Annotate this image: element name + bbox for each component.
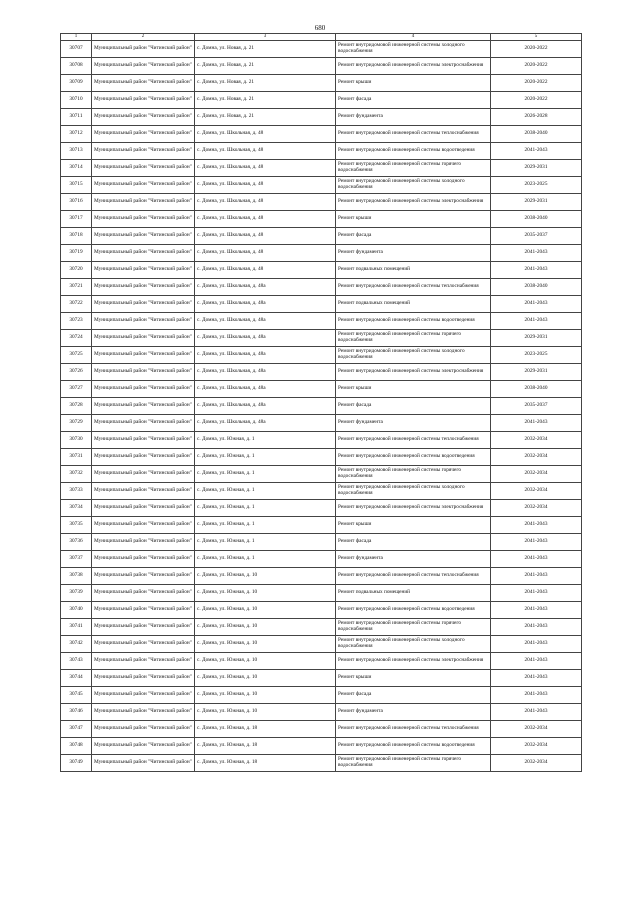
work-type-cell: Ремонт фундамента — [336, 109, 491, 126]
district-cell: Муниципальный район "Читинский район" — [92, 551, 195, 568]
table-row — [61, 364, 582, 381]
row-number: 30709 — [61, 75, 92, 92]
row-number: 30736 — [61, 534, 92, 551]
page-number: 680 — [314, 24, 326, 32]
period-cell: 2032-2034 — [491, 449, 582, 466]
repair-schedule-table — [60, 33, 582, 772]
column-header: 1 — [61, 34, 92, 41]
work-type-cell: Ремонт фасада — [336, 92, 491, 109]
district-cell: Муниципальный район "Читинский район" — [92, 432, 195, 449]
row-number: 30713 — [61, 143, 92, 160]
address-cell: с. Домна, ул. Школьная, д. 48 — [195, 194, 336, 211]
table-row — [61, 585, 582, 602]
district-cell: Муниципальный район "Читинский район" — [92, 245, 195, 262]
period-cell: 2038-2040 — [491, 126, 582, 143]
work-type-cell: Ремонт внутридомовой инженерной системы электроснабжения — [336, 194, 491, 211]
district-cell: Муниципальный район "Читинский район" — [92, 347, 195, 364]
row-number: 30746 — [61, 704, 92, 721]
work-type-cell: Ремонт внутридомовой инженерной системы холодного водоснабжения — [336, 347, 491, 364]
row-number: 30728 — [61, 398, 92, 415]
address-cell: с. Домна, ул. Школьная, д. 48а — [195, 347, 336, 364]
row-number: 30744 — [61, 670, 92, 687]
row-number: 30742 — [61, 636, 92, 653]
work-type-cell: Ремонт подвальных помещений — [336, 262, 491, 279]
table-row — [61, 653, 582, 670]
row-number: 30733 — [61, 483, 92, 500]
period-cell: 2041-2043 — [491, 143, 582, 160]
work-type-cell: Ремонт внутридомовой инженерной системы горячего водоснабжения — [336, 755, 491, 772]
district-cell: Муниципальный район "Читинский район" — [92, 262, 195, 279]
work-type-cell: Ремонт внутридомовой инженерной системы электроснабжения — [336, 653, 491, 670]
period-cell: 2032-2034 — [491, 721, 582, 738]
work-type-cell: Ремонт крыши — [336, 75, 491, 92]
work-type-cell: Ремонт подвальных помещений — [336, 585, 491, 602]
address-cell: с. Домна, ул. Южная, д. 10 — [195, 670, 336, 687]
table-row — [61, 177, 582, 194]
work-type-cell: Ремонт фундамента — [336, 704, 491, 721]
period-cell: 2041-2043 — [491, 296, 582, 313]
work-type-cell: Ремонт внутридомовой инженерной системы теплоснабжения — [336, 568, 491, 585]
district-cell: Муниципальный район "Читинский район" — [92, 364, 195, 381]
district-cell: Муниципальный район "Читинский район" — [92, 279, 195, 296]
address-cell: с. Домна, ул. Школьная, д. 48а — [195, 364, 336, 381]
table-row — [61, 415, 582, 432]
row-number: 30715 — [61, 177, 92, 194]
row-number: 30737 — [61, 551, 92, 568]
table-row — [61, 279, 582, 296]
work-type-cell: Ремонт внутридомовой инженерной системы водоотведения — [336, 143, 491, 160]
table-row — [61, 143, 582, 160]
table-row — [61, 636, 582, 653]
row-number: 30717 — [61, 211, 92, 228]
row-number: 30740 — [61, 602, 92, 619]
district-cell: Муниципальный район "Читинский район" — [92, 381, 195, 398]
address-cell: с. Домна, ул. Школьная, д. 48а — [195, 381, 336, 398]
period-cell: 2041-2043 — [491, 517, 582, 534]
district-cell: Муниципальный район "Читинский район" — [92, 194, 195, 211]
table-row — [61, 755, 582, 772]
period-cell: 2032-2034 — [491, 500, 582, 517]
period-cell: 2041-2043 — [491, 534, 582, 551]
address-cell: с. Домна, ул. Южная, д. 1 — [195, 517, 336, 534]
period-cell: 2020-2022 — [491, 58, 582, 75]
address-cell: с. Домна, ул. Южная, д. 1 — [195, 449, 336, 466]
address-cell: с. Домна, ул. Южная, д. 18 — [195, 721, 336, 738]
address-cell: с. Домна, ул. Южная, д. 10 — [195, 585, 336, 602]
period-cell: 2041-2043 — [491, 670, 582, 687]
period-cell: 2038-2040 — [491, 279, 582, 296]
row-number: 30735 — [61, 517, 92, 534]
address-cell: с. Домна, ул. Школьная, д. 48 — [195, 228, 336, 245]
table-row — [61, 398, 582, 415]
district-cell: Муниципальный район "Читинский район" — [92, 92, 195, 109]
period-cell: 2023-2025 — [491, 347, 582, 364]
district-cell: Муниципальный район "Читинский район" — [92, 58, 195, 75]
district-cell: Муниципальный район "Читинский район" — [92, 41, 195, 58]
work-type-cell: Ремонт внутридомовой инженерной системы горячего водоснабжения — [336, 619, 491, 636]
district-cell: Муниципальный район "Читинский район" — [92, 585, 195, 602]
table-row — [61, 381, 582, 398]
address-cell: с. Домна, ул. Новая, д. 21 — [195, 109, 336, 126]
work-type-cell: Ремонт внутридомовой инженерной системы теплоснабжения — [336, 279, 491, 296]
table-row — [61, 194, 582, 211]
district-cell: Муниципальный район "Читинский район" — [92, 619, 195, 636]
row-number: 30747 — [61, 721, 92, 738]
work-type-cell: Ремонт внутридомовой инженерной системы электроснабжения — [336, 364, 491, 381]
table-row — [61, 75, 582, 92]
work-type-cell: Ремонт внутридомовой инженерной системы электроснабжения — [336, 500, 491, 517]
row-number: 30729 — [61, 415, 92, 432]
district-cell: Муниципальный район "Читинский район" — [92, 228, 195, 245]
table-row — [61, 738, 582, 755]
address-cell: с. Домна, ул. Школьная, д. 48а — [195, 279, 336, 296]
period-cell: 2041-2043 — [491, 262, 582, 279]
district-cell: Муниципальный район "Читинский район" — [92, 313, 195, 330]
district-cell: Муниципальный район "Читинский район" — [92, 330, 195, 347]
row-number: 30719 — [61, 245, 92, 262]
address-cell: с. Домна, ул. Южная, д. 1 — [195, 483, 336, 500]
address-cell: с. Домна, ул. Школьная, д. 48 — [195, 245, 336, 262]
period-cell: 2020-2022 — [491, 75, 582, 92]
row-number: 30745 — [61, 687, 92, 704]
period-cell: 2029-2031 — [491, 330, 582, 347]
period-cell: 2035-2037 — [491, 398, 582, 415]
period-cell: 2032-2034 — [491, 466, 582, 483]
address-cell: с. Домна, ул. Школьная, д. 48 — [195, 211, 336, 228]
district-cell: Муниципальный район "Читинский район" — [92, 568, 195, 585]
table-row — [61, 160, 582, 177]
address-cell: с. Домна, ул. Школьная, д. 48 — [195, 126, 336, 143]
district-cell: Муниципальный район "Читинский район" — [92, 755, 195, 772]
table-row — [61, 483, 582, 500]
row-number: 30710 — [61, 92, 92, 109]
period-cell: 2035-2037 — [491, 228, 582, 245]
district-cell: Муниципальный район "Читинский район" — [92, 738, 195, 755]
table-row — [61, 449, 582, 466]
address-cell: с. Домна, ул. Новая, д. 21 — [195, 75, 336, 92]
row-number: 30749 — [61, 755, 92, 772]
table-row — [61, 109, 582, 126]
work-type-cell: Ремонт внутридомовой инженерной системы электроснабжения — [336, 58, 491, 75]
row-number: 30732 — [61, 466, 92, 483]
row-number: 30712 — [61, 126, 92, 143]
address-cell: с. Домна, ул. Школьная, д. 48 — [195, 177, 336, 194]
address-cell: с. Домна, ул. Южная, д. 18 — [195, 738, 336, 755]
district-cell: Муниципальный район "Читинский район" — [92, 177, 195, 194]
period-cell: 2041-2043 — [491, 704, 582, 721]
work-type-cell: Ремонт внутридомовой инженерной системы холодного водоснабжения — [336, 636, 491, 653]
address-cell: с. Домна, ул. Южная, д. 10 — [195, 653, 336, 670]
row-number: 30727 — [61, 381, 92, 398]
district-cell: Муниципальный район "Читинский район" — [92, 534, 195, 551]
period-cell: 2020-2022 — [491, 41, 582, 58]
work-type-cell: Ремонт фундамента — [336, 245, 491, 262]
district-cell: Муниципальный район "Читинский район" — [92, 687, 195, 704]
work-type-cell: Ремонт крыши — [336, 517, 491, 534]
row-number: 30726 — [61, 364, 92, 381]
work-type-cell: Ремонт внутридомовой инженерной системы горячего водоснабжения — [336, 466, 491, 483]
period-cell: 2041-2043 — [491, 568, 582, 585]
district-cell: Муниципальный район "Читинский район" — [92, 704, 195, 721]
row-number: 30748 — [61, 738, 92, 755]
address-cell: с. Домна, ул. Школьная, д. 48 — [195, 143, 336, 160]
table-row — [61, 602, 582, 619]
district-cell: Муниципальный район "Читинский район" — [92, 500, 195, 517]
address-cell: с. Домна, ул. Южная, д. 1 — [195, 466, 336, 483]
work-type-cell: Ремонт фасада — [336, 534, 491, 551]
work-type-cell: Ремонт внутридомовой инженерной системы водоотведения — [336, 738, 491, 755]
work-type-cell: Ремонт фасада — [336, 687, 491, 704]
address-cell: с. Домна, ул. Школьная, д. 48а — [195, 296, 336, 313]
row-number: 30722 — [61, 296, 92, 313]
table-row — [61, 517, 582, 534]
work-type-cell: Ремонт внутридомовой инженерной системы холодного водоснабжения — [336, 177, 491, 194]
row-number: 30708 — [61, 58, 92, 75]
district-cell: Муниципальный район "Читинский район" — [92, 109, 195, 126]
row-number: 30738 — [61, 568, 92, 585]
address-cell: с. Домна, ул. Южная, д. 1 — [195, 534, 336, 551]
address-cell: с. Домна, ул. Школьная, д. 48а — [195, 398, 336, 415]
period-cell: 2041-2043 — [491, 636, 582, 653]
work-type-cell: Ремонт внутридомовой инженерной системы теплоснабжения — [336, 126, 491, 143]
table-row — [61, 534, 582, 551]
work-type-cell: Ремонт внутридомовой инженерной системы холодного водоснабжения — [336, 483, 491, 500]
address-cell: с. Домна, ул. Южная, д. 1 — [195, 432, 336, 449]
table-row — [61, 466, 582, 483]
row-number: 30730 — [61, 432, 92, 449]
row-number: 30720 — [61, 262, 92, 279]
district-cell: Муниципальный район "Читинский район" — [92, 75, 195, 92]
address-cell: с. Домна, ул. Южная, д. 10 — [195, 568, 336, 585]
period-cell: 2038-2040 — [491, 381, 582, 398]
district-cell: Муниципальный район "Читинский район" — [92, 211, 195, 228]
district-cell: Муниципальный район "Читинский район" — [92, 517, 195, 534]
row-number: 30711 — [61, 109, 92, 126]
work-type-cell: Ремонт крыши — [336, 670, 491, 687]
period-cell: 2020-2022 — [491, 92, 582, 109]
row-number: 30731 — [61, 449, 92, 466]
period-cell: 2041-2043 — [491, 245, 582, 262]
table-row — [61, 126, 582, 143]
column-header: 3 — [195, 34, 336, 41]
work-type-cell: Ремонт внутридомовой инженерной системы горячего водоснабжения — [336, 330, 491, 347]
address-cell: с. Домна, ул. Южная, д. 18 — [195, 755, 336, 772]
period-cell: 2041-2043 — [491, 619, 582, 636]
row-number: 30743 — [61, 653, 92, 670]
table-row — [61, 330, 582, 347]
period-cell: 2041-2043 — [491, 602, 582, 619]
work-type-cell: Ремонт крыши — [336, 211, 491, 228]
row-number: 30721 — [61, 279, 92, 296]
address-cell: с. Домна, ул. Школьная, д. 48 — [195, 262, 336, 279]
row-number: 30716 — [61, 194, 92, 211]
table-row — [61, 228, 582, 245]
district-cell: Муниципальный район "Читинский район" — [92, 721, 195, 738]
district-cell: Муниципальный район "Читинский район" — [92, 296, 195, 313]
address-cell: с. Домна, ул. Южная, д. 10 — [195, 619, 336, 636]
column-number-row — [61, 34, 582, 41]
row-number: 30725 — [61, 347, 92, 364]
work-type-cell: Ремонт внутридомовой инженерной системы теплоснабжения — [336, 432, 491, 449]
district-cell: Муниципальный район "Читинский район" — [92, 483, 195, 500]
period-cell: 2023-2025 — [491, 177, 582, 194]
table-row — [61, 296, 582, 313]
work-type-cell: Ремонт подвальных помещений — [336, 296, 491, 313]
table-row — [61, 41, 582, 58]
period-cell: 2029-2031 — [491, 364, 582, 381]
period-cell: 2026-2028 — [491, 109, 582, 126]
district-cell: Муниципальный район "Читинский район" — [92, 415, 195, 432]
table-row — [61, 432, 582, 449]
table-row — [61, 704, 582, 721]
work-type-cell: Ремонт внутридомовой инженерной системы водоотведения — [336, 602, 491, 619]
row-number: 30739 — [61, 585, 92, 602]
row-number: 30714 — [61, 160, 92, 177]
table-row — [61, 92, 582, 109]
period-cell: 2041-2043 — [491, 313, 582, 330]
district-cell: Муниципальный район "Читинский район" — [92, 126, 195, 143]
row-number: 30723 — [61, 313, 92, 330]
work-type-cell: Ремонт внутридомовой инженерной системы горячего водоснабжения — [336, 160, 491, 177]
table-row — [61, 551, 582, 568]
period-cell: 2041-2043 — [491, 551, 582, 568]
district-cell: Муниципальный район "Читинский район" — [92, 449, 195, 466]
work-type-cell: Ремонт внутридомовой инженерной системы водоотведения — [336, 449, 491, 466]
table-row — [61, 313, 582, 330]
table-row — [61, 58, 582, 75]
table-row — [61, 568, 582, 585]
period-cell: 2041-2043 — [491, 653, 582, 670]
table-row — [61, 687, 582, 704]
table-row — [61, 670, 582, 687]
row-number: 30707 — [61, 41, 92, 58]
district-cell: Муниципальный район "Читинский район" — [92, 143, 195, 160]
address-cell: с. Домна, ул. Южная, д. 1 — [195, 551, 336, 568]
column-header: 2 — [92, 34, 195, 41]
district-cell: Муниципальный район "Читинский район" — [92, 602, 195, 619]
work-type-cell: Ремонт внутридомовой инженерной системы холодного водоснабжения — [336, 41, 491, 58]
period-cell: 2029-2031 — [491, 160, 582, 177]
row-number: 30718 — [61, 228, 92, 245]
period-cell: 2029-2031 — [491, 194, 582, 211]
column-header: 5 — [491, 34, 582, 41]
table-row — [61, 721, 582, 738]
address-cell: с. Домна, ул. Южная, д. 1 — [195, 500, 336, 517]
address-cell: с. Домна, ул. Новая, д. 21 — [195, 58, 336, 75]
district-cell: Муниципальный район "Читинский район" — [92, 466, 195, 483]
work-type-cell: Ремонт внутридомовой инженерной системы водоотведения — [336, 313, 491, 330]
address-cell: с. Домна, ул. Южная, д. 10 — [195, 704, 336, 721]
address-cell: с. Домна, ул. Южная, д. 10 — [195, 602, 336, 619]
address-cell: с. Домна, ул. Новая, д. 21 — [195, 41, 336, 58]
address-cell: с. Домна, ул. Школьная, д. 48а — [195, 415, 336, 432]
row-number: 30734 — [61, 500, 92, 517]
district-cell: Муниципальный район "Читинский район" — [92, 398, 195, 415]
district-cell: Муниципальный район "Читинский район" — [92, 653, 195, 670]
table-row — [61, 619, 582, 636]
work-type-cell: Ремонт фасада — [336, 228, 491, 245]
table-row — [61, 245, 582, 262]
row-number: 30741 — [61, 619, 92, 636]
address-cell: с. Домна, ул. Южная, д. 10 — [195, 636, 336, 653]
table-row — [61, 211, 582, 228]
period-cell: 2032-2034 — [491, 483, 582, 500]
period-cell: 2038-2040 — [491, 211, 582, 228]
column-header: 4 — [336, 34, 491, 41]
row-number: 30724 — [61, 330, 92, 347]
address-cell: с. Домна, ул. Новая, д. 21 — [195, 92, 336, 109]
address-cell: с. Домна, ул. Школьная, д. 48а — [195, 313, 336, 330]
period-cell: 2032-2034 — [491, 755, 582, 772]
table-row — [61, 500, 582, 517]
address-cell: с. Домна, ул. Школьная, д. 48 — [195, 160, 336, 177]
district-cell: Муниципальный район "Читинский район" — [92, 160, 195, 177]
address-cell: с. Домна, ул. Школьная, д. 48а — [195, 330, 336, 347]
address-cell: с. Домна, ул. Южная, д. 10 — [195, 687, 336, 704]
work-type-cell: Ремонт фасада — [336, 398, 491, 415]
work-type-cell: Ремонт внутридомовой инженерной системы теплоснабжения — [336, 721, 491, 738]
period-cell: 2032-2034 — [491, 432, 582, 449]
period-cell: 2041-2043 — [491, 415, 582, 432]
period-cell: 2041-2043 — [491, 687, 582, 704]
district-cell: Муниципальный район "Читинский район" — [92, 636, 195, 653]
work-type-cell: Ремонт фундамента — [336, 415, 491, 432]
district-cell: Муниципальный район "Читинский район" — [92, 670, 195, 687]
work-type-cell: Ремонт фундамента — [336, 551, 491, 568]
table-row — [61, 347, 582, 364]
work-type-cell: Ремонт крыши — [336, 381, 491, 398]
period-cell: 2041-2043 — [491, 585, 582, 602]
period-cell: 2032-2034 — [491, 738, 582, 755]
table-row — [61, 262, 582, 279]
